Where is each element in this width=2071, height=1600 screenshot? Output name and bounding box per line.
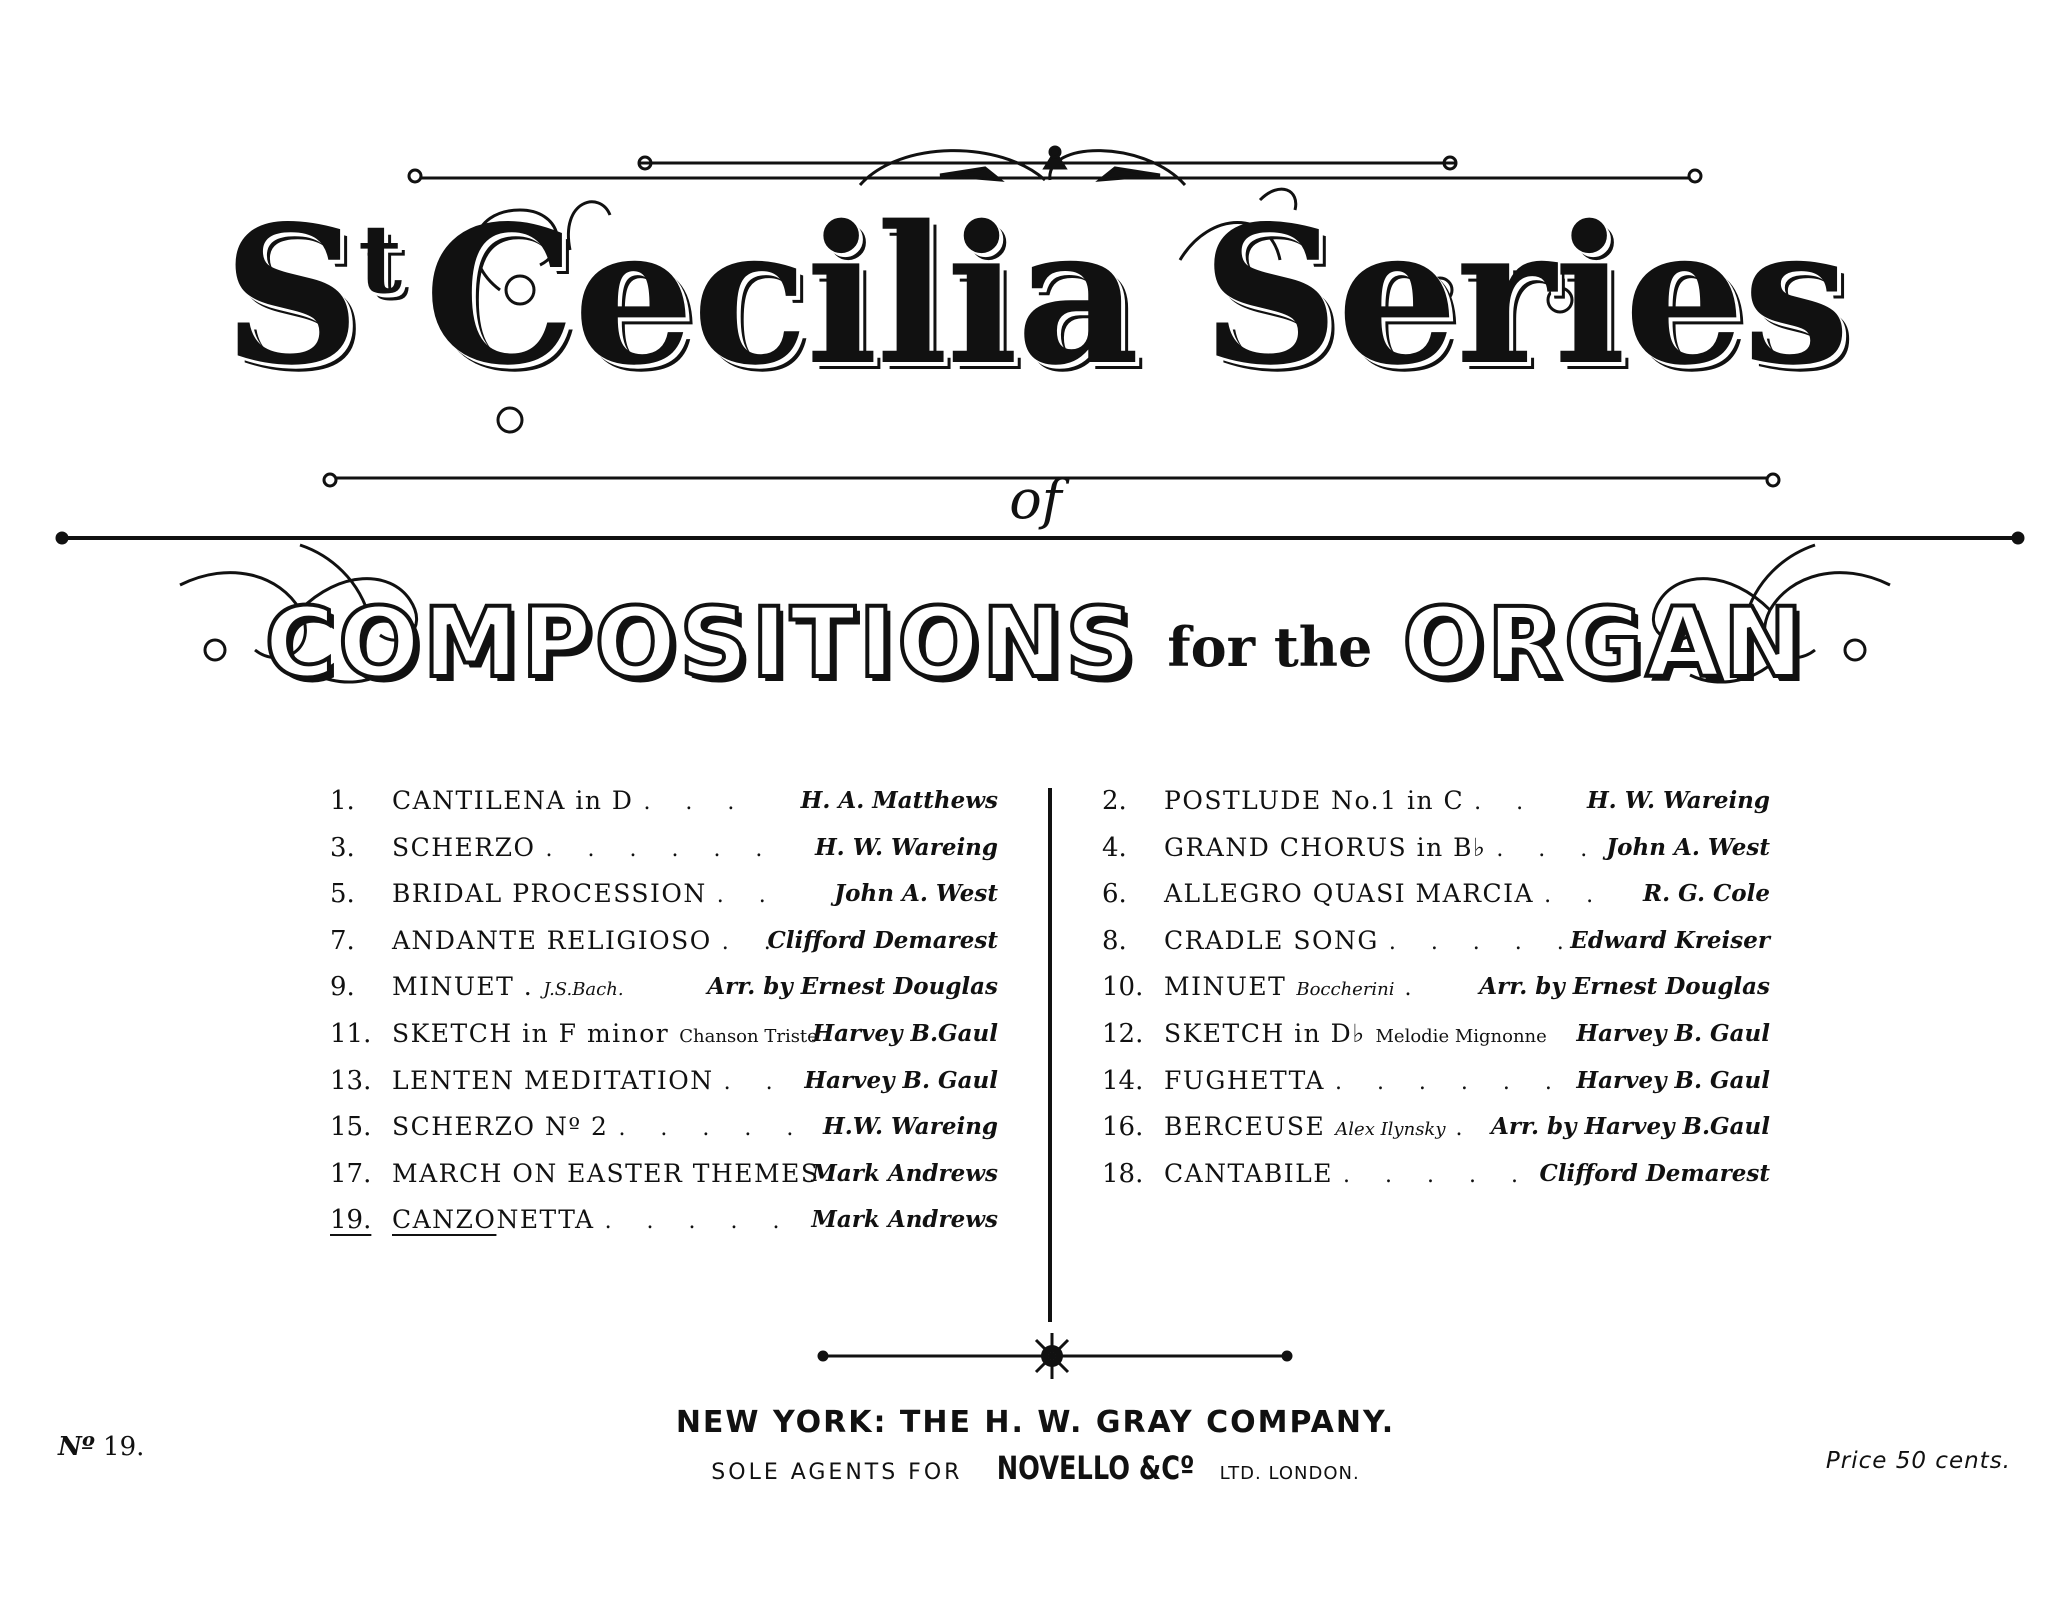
entry-title	[1164, 1011, 1547, 1060]
entry-composer: Mark Andrews	[811, 1159, 998, 1187]
entry-composer: Clifford Demarest	[767, 926, 998, 954]
entry-composer: Harvey B. Gaul	[804, 1066, 998, 1094]
series-title-name: Cecilia Series	[424, 184, 1848, 407]
entry-leader-dots: .	[1455, 1116, 1477, 1142]
contents-entry	[1102, 1058, 1770, 1105]
contents-entry	[1102, 964, 1770, 1011]
entry-title	[1164, 1058, 1566, 1106]
entry-title	[392, 964, 624, 1013]
contents-entry	[1102, 1011, 1770, 1058]
entry-number: 10.	[1102, 972, 1144, 1003]
entry-title-text: CANTABILE	[1164, 1158, 1334, 1188]
entry-composer: H. W. Wareing	[1586, 787, 1770, 814]
entry-title-text: GRAND CHORUS in B♭	[1164, 832, 1487, 862]
subtitle-compositions: COMPOSITIONS	[264, 587, 1138, 699]
entry-number: 5.	[330, 879, 355, 910]
entry-title-text: SKETCH in D♭	[1164, 1018, 1366, 1048]
contents-entry	[330, 1151, 998, 1198]
entry-leader-dots: . .	[716, 883, 780, 909]
entry-title-text: MINUET .	[392, 972, 534, 1002]
entry-title	[392, 1151, 820, 1197]
entry-title	[1164, 964, 1426, 1013]
entry-subtitle: J.S.Bach.	[543, 979, 624, 1001]
entry-number: 11.	[330, 1018, 372, 1049]
entry-number: 8.	[1102, 925, 1127, 956]
contents-entry	[330, 1197, 998, 1244]
contents-entry	[330, 1011, 998, 1058]
entry-composer: Harvey B.Gaul	[812, 1019, 998, 1047]
entry-number: 4.	[1102, 832, 1127, 863]
entry-title	[1164, 1104, 1477, 1153]
subtitle	[0, 588, 2071, 726]
contents-entry	[330, 871, 998, 918]
issue-number-value: 19.	[103, 1432, 145, 1462]
contents-entry	[330, 825, 998, 872]
entry-title-text: FUGHETTA	[1164, 1065, 1325, 1095]
contents-left-column	[330, 778, 998, 1244]
contents-right-column	[1102, 778, 1770, 1197]
entry-leader-dots: . . . . . .	[1334, 1069, 1566, 1095]
entry-leader-dots: . .	[1474, 790, 1538, 815]
entry-composer: Harvey B. Gaul	[1576, 1066, 1770, 1094]
entry-number: 6.	[1102, 879, 1127, 910]
entry-title	[1164, 1151, 1532, 1199]
entry-leader-dots: . .	[723, 1069, 787, 1095]
series-title-sup: t	[358, 204, 401, 315]
entry-number: 17.	[330, 1158, 372, 1189]
agents-name: NOVELLO &Cº	[997, 1449, 1195, 1487]
entry-number: 2.	[1102, 786, 1127, 816]
entry-title-text: BRIDAL PROCESSION	[392, 879, 707, 909]
agents-prefix: SOLE AGENTS FOR	[711, 1460, 963, 1485]
entry-subtitle: Boccherini	[1296, 979, 1395, 1001]
entry-leader-dots: . . . . .	[604, 1209, 794, 1235]
entry-composer: Edward Kreiser	[1570, 926, 1770, 954]
entry-title	[392, 825, 776, 873]
entry-title-text: POSTLUDE No.1 in C	[1164, 786, 1465, 815]
entry-composer: Clifford Demarest	[1539, 1159, 1770, 1187]
contents-entry	[1102, 1104, 1770, 1151]
contents-entry	[1102, 918, 1770, 965]
contents-entry	[1102, 778, 1770, 825]
entry-leader-dots: . .	[721, 929, 785, 955]
entry-number: 3.	[330, 832, 355, 863]
contents-entry	[330, 918, 998, 965]
entry-number: 9.	[330, 972, 355, 1003]
entry-number: 7.	[330, 925, 355, 956]
agents-line	[0, 1448, 2071, 1494]
entry-composer: John A. West	[1606, 833, 1770, 861]
entry-title-text: SCHERZO Nº 2	[392, 1112, 609, 1142]
entry-leader-dots: . . . . .	[1388, 929, 1578, 955]
publisher-line: NEW YORK: THE H. W. GRAY COMPANY.	[675, 1405, 1396, 1440]
entry-leader-dots: . . .	[1496, 836, 1602, 862]
entry-leader-dots: . . . . .	[618, 1116, 808, 1142]
entry-number: 13.	[330, 1065, 372, 1096]
entry-composer: John A. West	[834, 880, 998, 908]
entry-composer: R. G. Cole	[1643, 880, 1770, 908]
entry-title	[392, 1104, 807, 1152]
entry-number: 1.	[330, 786, 355, 816]
entry-number: 18.	[1102, 1158, 1144, 1189]
entry-leader-dots: . . . . .	[1343, 1162, 1532, 1188]
entry-subtitle: Alex Ilynsky	[1335, 1119, 1446, 1141]
entry-title	[1164, 871, 1607, 919]
entry-title-text: ANDANTE RELIGIOSO	[392, 925, 712, 955]
contents-entry	[330, 778, 998, 825]
entry-composer: Harvey B. Gaul	[1576, 1019, 1770, 1047]
contents-entry	[330, 1058, 998, 1105]
agents-suffix: LTD. LONDON.	[1219, 1463, 1360, 1484]
entry-title	[1164, 918, 1578, 966]
issue-prefix: Nº	[58, 1432, 95, 1462]
entry-leader-dots: . . .	[643, 790, 749, 815]
entry-title	[392, 778, 748, 826]
entry-composer: H.W. Wareing	[822, 1113, 998, 1141]
entry-title-highlight: CANZO	[392, 1205, 497, 1235]
entry-title-text: BERCEUSE	[1164, 1112, 1326, 1142]
entry-title-text: CRADLE SONG	[1164, 925, 1379, 955]
entry-composer: Mark Andrews	[811, 1206, 998, 1234]
contents-entry	[1102, 825, 1770, 872]
series-title-prefix: S	[223, 184, 359, 407]
entry-number: 12.	[1102, 1018, 1144, 1049]
entry-composer: Arr. by Harvey B.Gaul	[1490, 1113, 1770, 1141]
title-of: of	[1009, 468, 1062, 531]
contents-entry	[1102, 1151, 1770, 1198]
entry-subtitle: Melodie Mignonne	[1375, 1025, 1547, 1047]
entry-composer: H. A. Matthews	[800, 787, 998, 814]
entry-leader-dots: . . . . . .	[545, 836, 777, 862]
entry-composer: Arr. by Ernest Douglas	[707, 973, 998, 1001]
entry-subtitle: Chanson Triste	[679, 1025, 818, 1047]
entry-title	[392, 1011, 818, 1060]
contents-entry	[1102, 871, 1770, 918]
entry-title-text: MARCH ON EASTER THEMES	[392, 1158, 820, 1188]
subtitle-organ: ORGAN	[1402, 587, 1807, 699]
entry-leader-dots: .	[1404, 976, 1426, 1002]
entry-title	[392, 1058, 787, 1106]
entry-title	[392, 871, 780, 919]
price: Price 50 cents.	[1825, 1448, 2011, 1474]
entry-composer: H. W. Wareing	[814, 833, 998, 861]
entry-title	[1164, 778, 1537, 826]
entry-title-text: SCHERZO	[392, 832, 536, 862]
entry-number: 15.	[330, 1112, 372, 1143]
entry-title-text: SKETCH in F minor	[392, 1018, 670, 1048]
entry-title-text: LENTEN MEDITATION	[392, 1065, 714, 1095]
entry-title	[392, 918, 785, 966]
entry-number: 14.	[1102, 1065, 1144, 1096]
entry-title-text: NETTA	[496, 1205, 595, 1235]
contents-entry	[330, 1104, 998, 1151]
column-divider	[1048, 788, 1052, 1322]
series-title	[0, 160, 2071, 407]
entry-title	[392, 1197, 794, 1245]
entry-number: 16.	[1102, 1112, 1144, 1143]
entry-title-text: MINUET	[1164, 972, 1287, 1002]
entry-number: 19.	[330, 1205, 372, 1236]
entry-leader-dots: . .	[1544, 883, 1608, 909]
subtitle-for-the: for the	[1167, 615, 1373, 679]
contents-entry	[330, 964, 998, 1011]
entry-title-text: CANTILENA in D	[392, 786, 634, 815]
asterisk-ornament	[1030, 1333, 1074, 1379]
entry-title	[1164, 825, 1601, 873]
entry-title-text: ALLEGRO QUASI MARCIA	[1164, 879, 1535, 909]
entry-composer: Arr. by Ernest Douglas	[1479, 973, 1770, 1001]
